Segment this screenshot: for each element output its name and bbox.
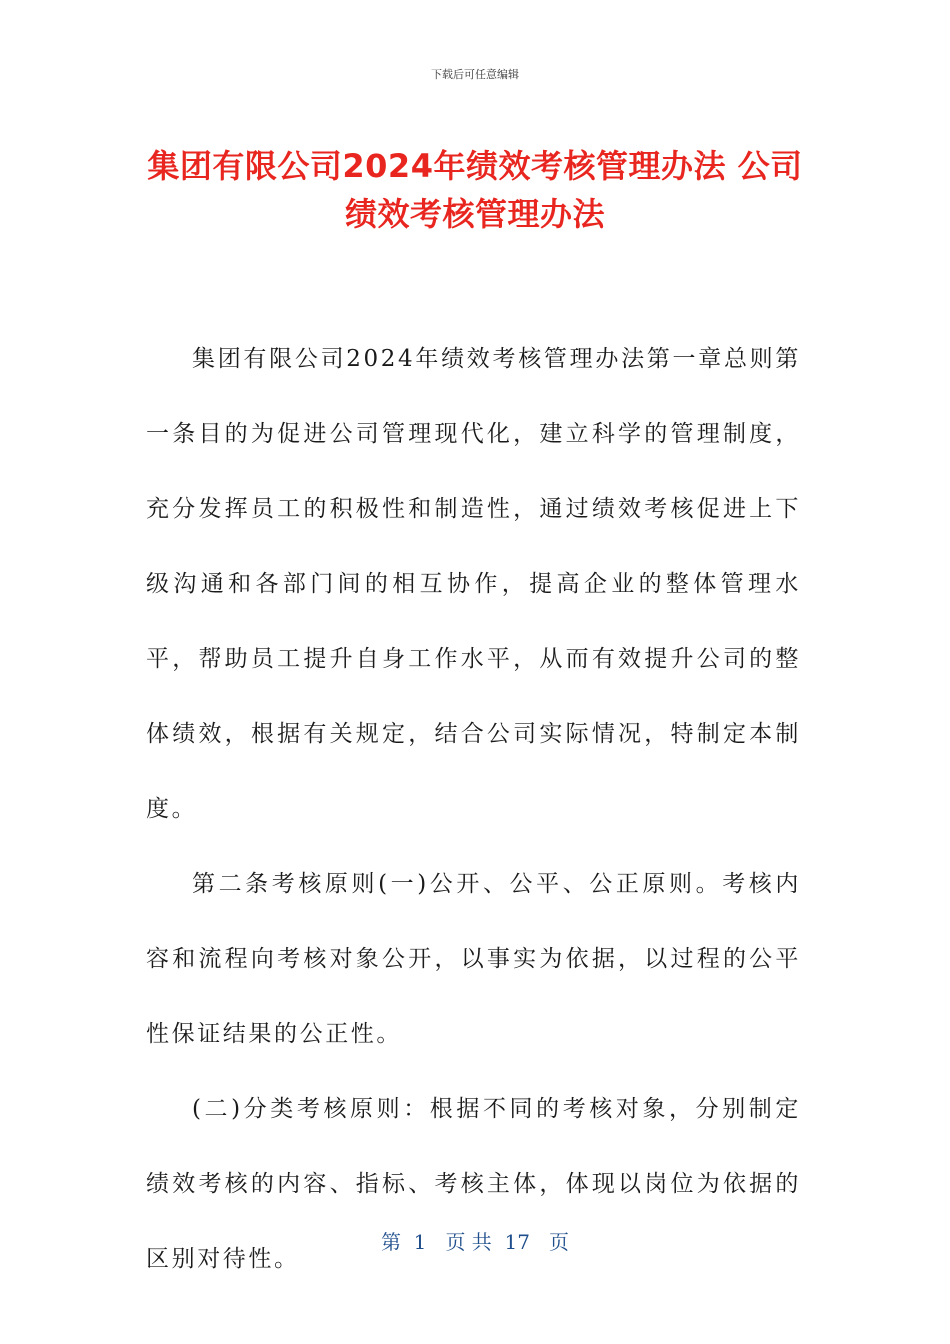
- page-footer: 第 1 页 共 17 页: [380, 1230, 570, 1254]
- document-title: 集团有限公司2024年绩效考核管理办法 公司绩效考核管理办法: [147, 147, 803, 233]
- paragraph-3: (二)分类考核原则：根据不同的考核对象，分别制定绩效考核的内容、指标、考核主体，体现以岗位为依据的区别对待性。: [146, 1096, 801, 1272]
- paragraph-1: 集团有限公司2024年绩效考核管理办法第一章总则第一条目的为促进公司管理现代化，建立科学的管理制度，充分发挥员工的积极性和制造性，通过绩效考核促进上下级沟通和各部门间的相互协作，提高企业的整体管理水平，帮助员工提升自身工作水平，从而有效提升公司的整体绩效，根据有关规定，结合公司实际情况，特制定本制度。: [146, 346, 801, 822]
- paragraph-2: 第二条考核原则(一)公开、公平、公正原则。考核内容和流程向考核对象公开，以事实为依据，以过程的公平性保证结果的公正性。: [146, 871, 801, 1047]
- document-body: [146, 322, 801, 1297]
- header-note: 下载后可任意编辑: [431, 68, 519, 81]
